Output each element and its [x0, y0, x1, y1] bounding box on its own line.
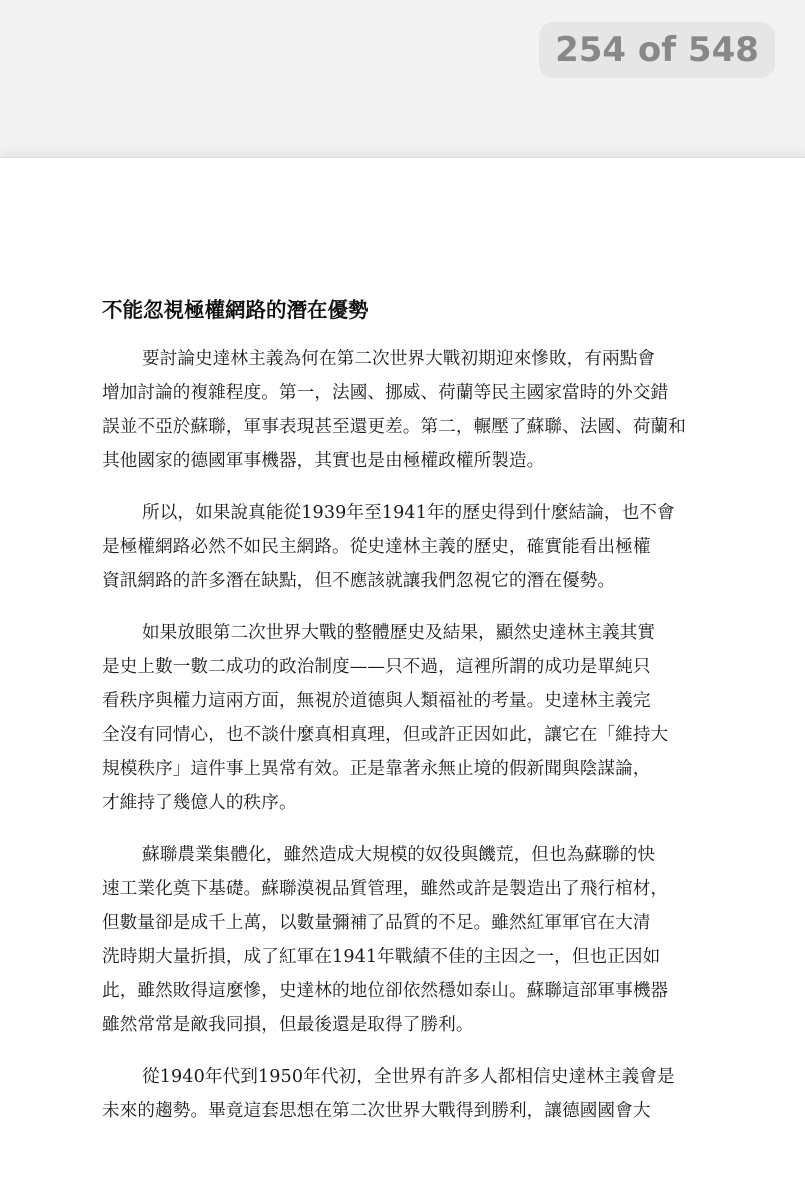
text-line: 其他國家的德國軍事機器，其實也是由極權政權所製造。 — [102, 451, 545, 471]
text-line: 誤並不亞於蘇聯，軍事表現甚至還更差。第二，輾壓了蘇聯、法國、荷蘭和 — [102, 417, 686, 437]
text-line: 規模秩序」這件事上異常有效。正是靠著永無止境的假新聞與陰謀論， — [102, 759, 651, 779]
text-line: 如果放眼第二次世界大戰的整體歷史及結果，顯然史達林主義其實 — [142, 623, 656, 643]
page-counter[interactable]: 254 of 548 — [539, 22, 775, 78]
text-line: 才維持了幾億人的秩序。 — [102, 793, 297, 813]
text-line: 要討論史達林主義為何在第二次世界大戰初期迎來慘敗，有兩點會 — [142, 349, 656, 369]
text-line: 看秩序與權力這兩方面，無視於道德與人類福祉的考量。史達林主義完 — [102, 691, 651, 711]
text-line: 但數量卻是成千上萬，以數量彌補了品質的不足。雖然紅軍軍官在大清 — [102, 913, 651, 933]
paragraph — [102, 1060, 722, 1128]
text-line: 洗時期大量折損，成了紅軍在1941年戰績不佳的主因之一，但也正因如 — [102, 947, 661, 967]
book-page — [0, 158, 805, 1200]
text-line: 全沒有同情心，也不談什麼真相真理，但或許正因如此，讓它在「維持大 — [102, 725, 669, 745]
section-heading: 不能忽視極權網路的潛在優勢 — [102, 298, 369, 322]
text-line: 從1940年代到1950年代初，全世界有許多人都相信史達林主義會是 — [142, 1067, 675, 1087]
text-line: 所以，如果說真能從1939年至1941年的歷史得到什麼結論，也不會 — [142, 503, 675, 523]
text-line: 未來的趨勢。畢竟這套思想在第二次世界大戰得到勝利，讓德國國會大 — [102, 1101, 651, 1121]
text-line: 蘇聯農業集體化，雖然造成大規模的奴役與饑荒，但也為蘇聯的快 — [142, 845, 656, 865]
text-line: 雖然常常是敵我同損，但最後還是取得了勝利。 — [102, 1015, 474, 1035]
text-line: 資訊網路的許多潛在缺點，但不應該就讓我們忽視它的潛在優勢。 — [102, 571, 616, 591]
paragraph — [102, 342, 722, 478]
text-line: 此，雖然敗得這麼慘，史達林的地位卻依然穩如泰山。蘇聯這部軍事機器 — [102, 981, 669, 1001]
paragraph — [102, 838, 722, 1042]
paragraph — [102, 616, 722, 820]
paragraph — [102, 496, 722, 598]
body-text — [102, 342, 722, 1146]
text-line: 速工業化奠下基礎。蘇聯漠視品質管理，雖然或許是製造出了飛行棺材， — [102, 879, 669, 899]
text-line: 是極權網路必然不如民主網路。從史達林主義的歷史，確實能看出極權 — [102, 537, 651, 557]
text-line: 增加討論的複雜程度。第一，法國、挪威、荷蘭等民主國家當時的外交錯 — [102, 383, 669, 403]
text-line: 是史上數一數二成功的政治制度——只不過，這裡所謂的成功是單純只 — [102, 657, 651, 677]
